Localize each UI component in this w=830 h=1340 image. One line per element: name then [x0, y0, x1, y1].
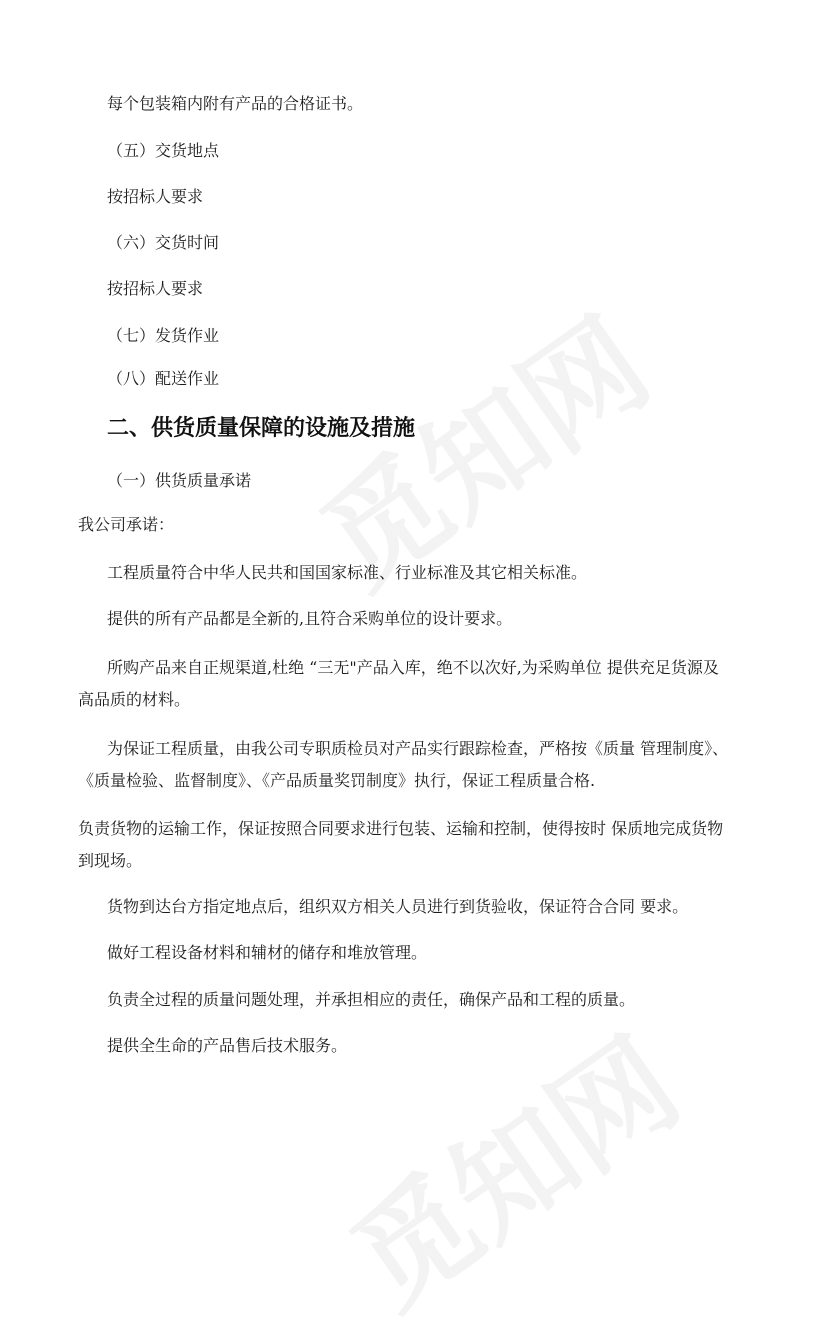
subheading: （一）供货质量承诺 [107, 471, 252, 490]
paragraph: 做好工程设备材料和辅材的储存和堆放管理。 [107, 943, 428, 962]
paragraph: 负责全过程的质量问题处理，并承担相应的责任，确保产品和工程的质量。 [107, 990, 636, 1009]
section-title-distribution: （八）配送作业 [107, 369, 220, 388]
page-heading: 二、供货质量保障的设施及措施 [107, 416, 416, 441]
text-line: 每个包装箱内附有产品的合格证书。 [107, 94, 364, 113]
paragraph: 为保证工程质量，由我公司专职质检员对产品实行跟踪检查，严格按《质量 管理制度》、 [107, 739, 729, 758]
text-line: 按招标人要求 [107, 187, 204, 206]
paragraph: 工程质量符合中华人民共和国国家标准、行业标准及其它相关标准。 [107, 563, 588, 582]
section-title-shipping: （七）发货作业 [107, 326, 220, 345]
paragraph: 所购产品来自正规渠道,杜绝 “三无"产品入库，绝不以次好,为采购单位 提供充足货源及 [107, 658, 719, 677]
text-line: 按招标人要求 [107, 279, 204, 298]
paragraph: 提供的所有产品都是全新的,且符合采购单位的设计要求。 [107, 609, 513, 628]
commitment-intro: 我公司承诺： [78, 515, 175, 534]
paragraph-continuation: 《质量检验、监督制度》、《产品质量奖罚制度》执行，保证工程质量合格. [78, 771, 596, 790]
watermark [313, 992, 707, 1339]
paragraph-continuation: 到现场。 [78, 851, 143, 870]
paragraph: 负责货物的运输工作，保证按照合同要求进行包装、运输和控制，使得按时 保质地完成货物 [78, 819, 724, 838]
paragraph: 货物到达台方指定地点后，组织双方相关人员进行到货验收，保证符合合同 要求。 [107, 897, 689, 916]
section-title-delivery-location: （五）交货地点 [107, 141, 220, 160]
section-title-delivery-time: （六）交货时间 [107, 233, 220, 252]
paragraph-continuation: 高品质的材料。 [78, 690, 191, 709]
paragraph: 提供全生命的产品售后技术服务。 [107, 1036, 348, 1055]
